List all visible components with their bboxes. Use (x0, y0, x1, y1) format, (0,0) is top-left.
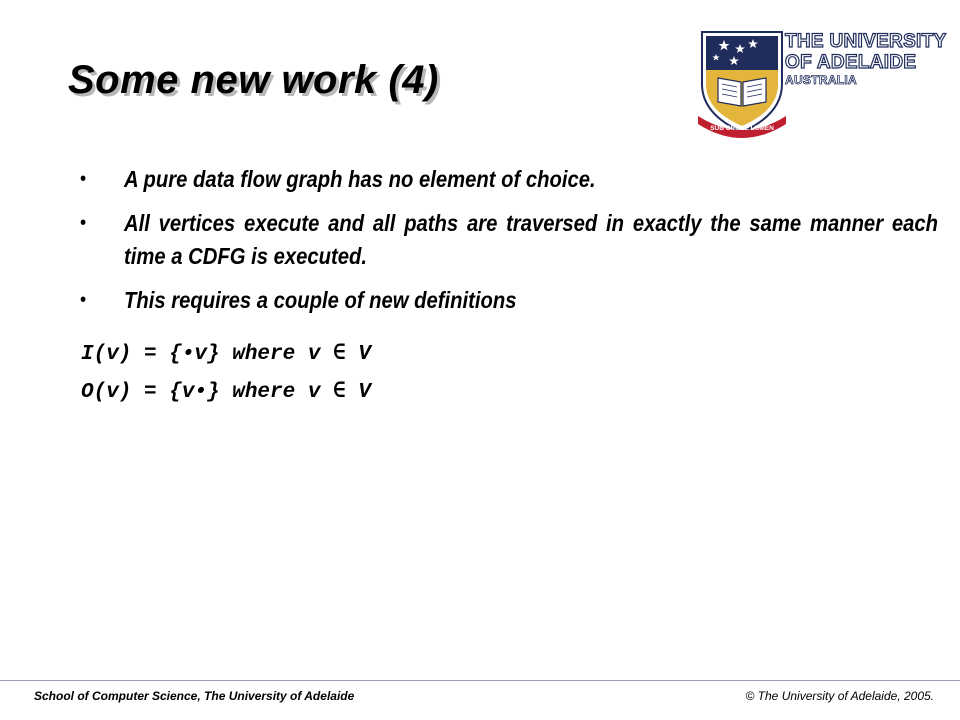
bullet-text: All vertices execute and all paths are traversed in exactly the same manner each time a CDFG is executed. (124, 210, 938, 269)
bullet-icon: • (80, 289, 87, 311)
wordmark-line-1: THE UNIVERSITY (785, 31, 947, 52)
bullet-text: A pure data flow graph has no element of choice. (124, 166, 596, 192)
wordmark-line-3: AUSTRALIA (785, 73, 858, 87)
footer-school: School of Computer Science, The University of Adelaide (34, 689, 355, 703)
motto-text: SUB CRUCE LUMEN (710, 125, 774, 132)
bullet-text: This requires a couple of new definitions (124, 287, 517, 313)
wordmark-line-2: OF ADELAIDE (785, 52, 917, 73)
footer-divider (0, 680, 960, 681)
bullet-item (80, 284, 938, 317)
bullet-item (80, 207, 938, 273)
footer-copyright: © The University of Adelaide, 2005. (745, 689, 934, 703)
slide-title: Some new work (4) (68, 58, 439, 102)
university-wordmark (785, 32, 947, 86)
bullet-icon: • (80, 212, 87, 234)
university-crest-icon (698, 32, 786, 138)
bullet-icon: • (80, 168, 87, 190)
definition-output-set: O(v) = {v•} where v ∈ V (81, 381, 371, 404)
bullet-item (80, 163, 938, 196)
definition-input-set: I(v) = {•v} where v ∈ V (81, 343, 371, 366)
bullet-list (80, 163, 936, 328)
